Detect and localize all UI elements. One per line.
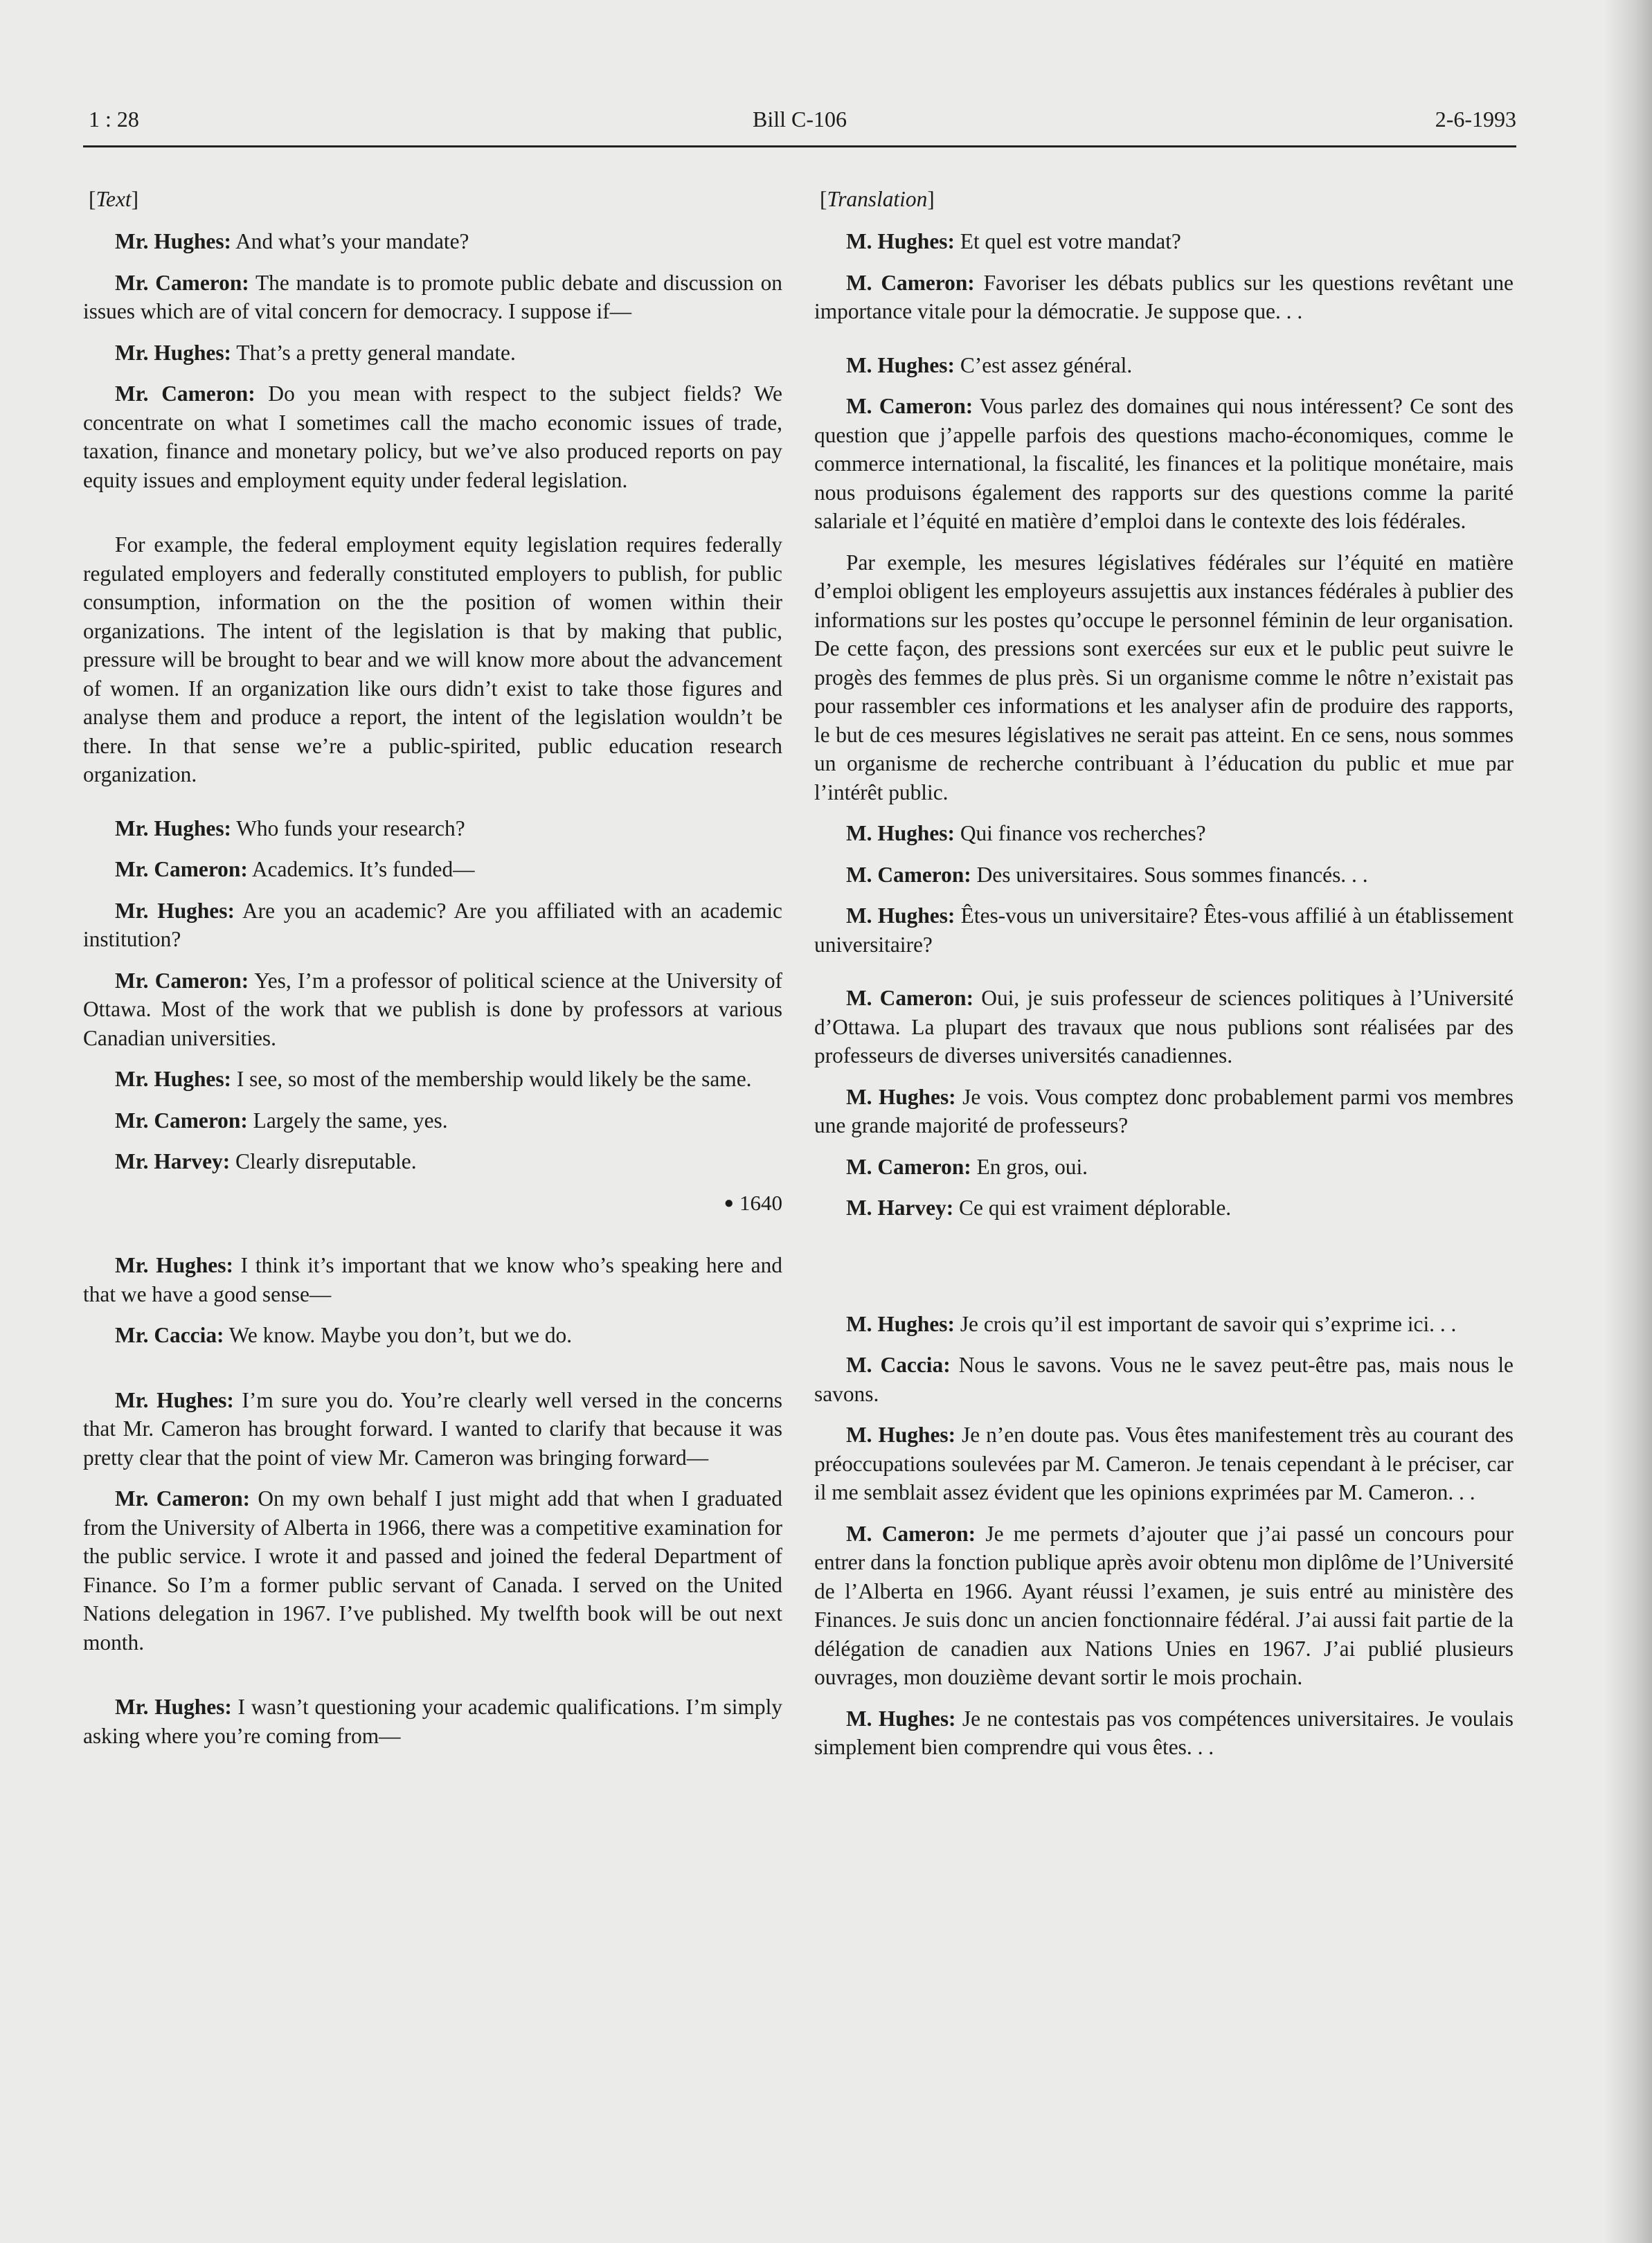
speech: Who funds your research? [231,816,465,840]
speech: Vous parlez des domaines qui nous intéressent? Ce sont des question que j’appelle parfois des questions macho-économiques, comme le commerce international, la fiscalité, les finances et la politique monétaire, mais nous produisons également des rapports sur des questions comme la parité salariale et l’équité en matière d’emploi dans le contexte des lois fédérales. [814,394,1514,533]
paragraph [83,1386,782,1472]
paragraph [83,1693,782,1750]
speech: Academics. It’s funded— [247,857,475,881]
speech: Yes, I’m a professor of political science at the University of Ottawa. Most of the work that we publish is done by professors at various Canadian universities. [83,968,783,1050]
speaker: Mr. Cameron: [115,381,255,406]
speech: On my own behalf I just might add that when I graduated from the University of Alberta in 1966, there was a competitive examination for the public service. I wrote it and passed and joined the federal Department of Finance. So I’m a former public servant of Canada. I served on the United Nations delegation in 1967. I’ve published. My twelfth book will be out next month. [83,1486,782,1655]
paragraph [83,1251,782,1308]
speech: Je crois qu’il est important de savoir qui s’exprime ici. . . [954,1311,1457,1336]
paragraph [83,855,782,884]
speech: And what’s your mandate? [231,229,469,253]
bill-title: Bill C-106 [752,107,847,132]
speaker: Mr. Hughes: [115,1067,232,1091]
speaker: Mr. Hughes: [115,1695,232,1719]
speaker: M. Harvey: [846,1196,954,1220]
french-column [814,186,1514,1774]
page-number: 1 : 28 [89,107,139,132]
speech: Je n’en doute pas. Vous êtes manifestement très au courant des préoccupations soulevées par M. Cameron. Je tenais cependant à le préciser, car il me semblait assez évident que les opinions exprimées par M. Cameron. . . [814,1423,1514,1504]
speech: For example, the federal employment equity legislation requires federally regulated employers and federally constituted employers to publish, for public consumption, information on the the position of women within their organizations. The intent of the legislation is that by making that public, pressure will be brought to bear and we will know more about the advancement of women. If an organization like ours didn’t exist to take those figures and analyse them and produce a report, the intent of the legislation wouldn’t be there. In that sense we’re a public-spirited, public education research organization. [83,532,782,786]
speaker: M. Hughes: [846,821,955,845]
paragraph [814,1351,1514,1408]
speaker: M. Cameron: [846,394,973,418]
speaker: M. Hughes: [846,1311,955,1336]
bullet-icon: ● [724,1193,734,1212]
paragraph [83,897,782,954]
paragraph [814,269,1514,326]
speech: Êtes-vous un universitaire? Êtes-vous affilié à un établissement universitaire? [814,903,1514,957]
paragraph [814,1153,1514,1182]
speech: The mandate is to promote public debate and discussion on issues which are of vital concern for democracy. I suppose if— [83,270,782,323]
speech: Do you mean with respect to the subject fields? We concentrate on what I sometimes call the macho economic issues of trade, taxation, finance and monetary policy, but we’ve also produced reports on pay equity issues and employment equity under federal legislation. [83,381,782,492]
speech: Par exemple, les mesures législatives fédérales sur l’équité en matière d’emploi obligent les employeurs assujettis aux instances fédérales à publier des informations sur les postes qu’occupe le personnel féminin de leur organisation. De cette façon, des pressions sont exercées sur eux et le public peut suivre le progès des femmes de plus près. Si un organisme comme le nôtre n’existait pas pour rassembler ces informations et les analyser afin de produire des rapports, le but de ces mesures législatives ne serait pas atteint. En ce sens, nous sommes un organisme de recherche contribuant à l’éducation du public et mue par l’intérêt public. [814,550,1514,804]
speech: I wasn’t questioning your academic qualifications. I’m simply asking where you’re coming from— [83,1695,782,1748]
paragraph [814,351,1514,380]
speaker: Mr. Cameron: [115,270,249,295]
speaker: M. Cameron: [846,1154,971,1179]
paragraph [83,1106,782,1135]
speech: En gros, oui. [971,1154,1088,1179]
speaker: M. Cameron: [846,270,975,295]
speech: Oui, je suis professeur de sciences politiques à l’Université d’Ottawa. La plupart des travaux que nous publions sont réalisées par des professeurs de diverses universités canadiennes. [814,986,1514,1068]
speech: I’m sure you do. You’re clearly well versed in the concerns that Mr. Cameron has brought forward. I wanted to clarify that because it was pretty clear that the point of view Mr. Cameron was bringing forward— [83,1387,782,1470]
paragraph [814,861,1514,890]
paragraph [83,339,782,368]
speaker: M. Hughes: [846,352,955,377]
speaker: Mr. Caccia: [115,1323,224,1347]
column-label: [Text] [89,187,139,211]
speech: Are you an academic? Are you affiliated with an academic institution? [83,898,782,951]
speech: Qui finance vos recherches? [954,821,1206,845]
speaker: Mr. Hughes: [115,816,232,840]
paragraph [83,1147,782,1176]
speaker: M. Cameron: [846,862,971,887]
speaker: Mr. Hughes: [115,229,232,253]
paragraph [814,548,1514,807]
speech: Clearly disreputable. [230,1149,417,1173]
speech: Des universitaires. Sous sommes financés. . . [971,862,1368,887]
speaker: Mr. Hughes: [115,898,235,923]
speaker: Mr. Hughes: [115,340,232,365]
speaker: Mr. Cameron: [115,968,249,993]
paragraph [814,1193,1514,1223]
speech: We know. Maybe you don’t, but we do. [224,1323,573,1347]
paragraph [83,227,782,256]
paragraph [83,269,782,326]
speech: Ce qui est vraiment déplorable. [953,1196,1232,1220]
speaker: M. Caccia: [846,1353,951,1377]
speaker: M. Hughes: [846,1706,956,1731]
speaker: M. Hughes: [846,903,955,928]
paragraph [83,966,782,1053]
speaker: M. Hughes: [846,229,955,253]
paragraph [83,1065,782,1094]
page-header [83,104,1516,147]
speaker: M. Cameron: [846,986,974,1010]
speaker: Mr. Cameron: [115,1108,248,1133]
speech: That’s a pretty general mandate. [231,340,516,365]
paragraph [814,1310,1514,1339]
page-edge-shadow [1604,0,1652,2243]
speech: Et quel est votre mandat? [954,229,1181,253]
paragraph [814,1421,1514,1507]
paragraph [83,1484,782,1657]
speech: I see, so most of the membership would likely be the same. [231,1067,752,1091]
paragraph [814,1704,1514,1762]
spacer [814,1235,1514,1310]
paragraph [814,819,1514,848]
speaker: M. Hughes: [846,1084,956,1109]
speaker: Mr. Cameron: [115,857,248,881]
english-column [83,186,782,1763]
paragraph [814,1083,1514,1140]
speech: Je vois. Vous comptez donc probablement parmi vos membres une grande majorité de professeurs? [814,1084,1514,1137]
speaker: Mr. Harvey: [115,1149,231,1173]
speech: Nous le savons. Vous ne le savez peut-être pas, mais nous le savons. [814,1353,1514,1406]
paragraph [83,379,782,494]
paragraph [814,984,1514,1070]
speech: Largely the same, yes. [247,1108,448,1133]
speech: Je ne contestais pas vos compétences universitaires. Je voulais simplement bien comprendre qui vous êtes. . . [814,1706,1514,1759]
paragraph [814,392,1514,536]
paragraph [814,1520,1514,1692]
speaker: Mr. Hughes: [115,1387,234,1412]
paragraph [814,227,1514,256]
column-label: [Translation] [820,187,935,211]
speaker: M. Cameron: [846,1521,976,1546]
speaker: Mr. Cameron: [115,1486,251,1511]
sitting-date: 2-6-1993 [1435,107,1516,132]
speaker: Mr. Hughes: [115,1253,233,1277]
speech: Je me permets d’ajouter que j’ai passé un concours pour entrer dans la fonction publique après avoir obtenu mon diplôme de l’Université de l’Alberta en 1966. Ayant réussi l’examen, je suis entré au ministère des Finances. Je suis donc un ancien fonctionnaire fédéral. J’ai aussi fait partie de la délégation de canadien aux Nations Unies en 1967. J’ai publié plusieurs ouvrages, mon douzième devant sortir le mois prochain. [814,1521,1514,1689]
paragraph [83,530,782,789]
paragraph [814,901,1514,959]
time-marker: ● 1640 [724,1190,782,1215]
speech: Favoriser les débats publics sur les questions revêtant une importance vitale pour la démocratie. Je suppose que. . . [814,270,1514,323]
speech: C’est assez général. [954,352,1133,377]
paragraph [83,814,782,843]
paragraph [83,1321,782,1350]
speech: I think it’s important that we know who’s speaking here and that we have a good sense— [83,1253,782,1306]
speaker: M. Hughes: [846,1423,956,1447]
